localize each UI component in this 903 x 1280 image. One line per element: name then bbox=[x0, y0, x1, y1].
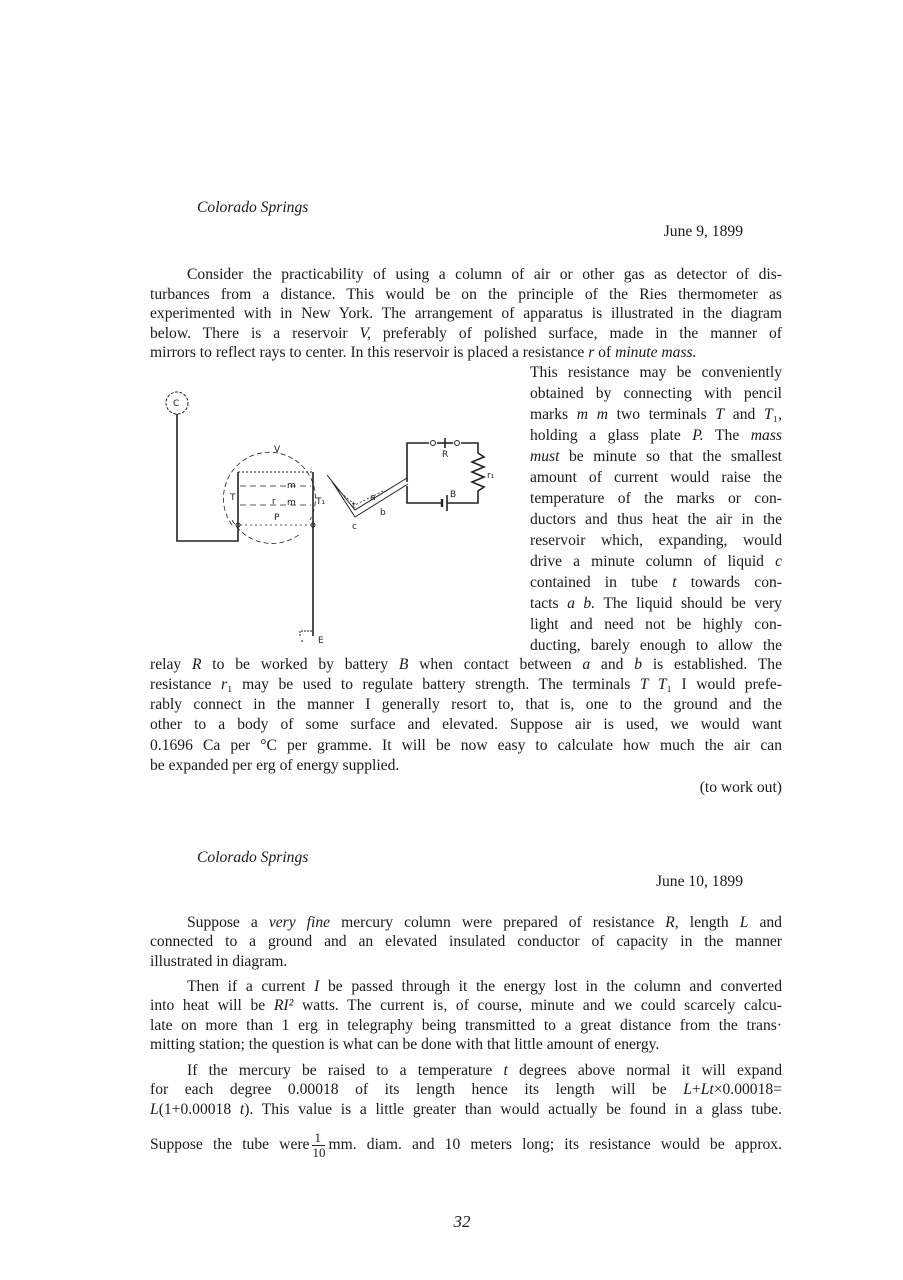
text-segment: watts. The current is, of course, minute and we could scarcely calcu- bbox=[293, 997, 782, 1014]
text-line bbox=[150, 996, 782, 1015]
capacity-c-circle bbox=[166, 392, 188, 414]
text-segment: and bbox=[748, 914, 782, 931]
text-segment: drive a minute column of liquid bbox=[530, 553, 776, 570]
label-p: P bbox=[274, 513, 280, 523]
text-segment: t bbox=[503, 1062, 508, 1079]
text-segment: L bbox=[683, 1081, 692, 1098]
text-segment: other to a body of some surface and elevated. Suppose air is used, we would want bbox=[150, 716, 782, 733]
text-segment: L bbox=[150, 1101, 159, 1118]
text-segment: T bbox=[763, 406, 773, 423]
text-segment: mass bbox=[750, 427, 782, 444]
text-segment: P. bbox=[692, 427, 704, 444]
text-segment: holding a glass plate bbox=[530, 427, 693, 444]
text-line bbox=[150, 655, 782, 674]
text-line bbox=[150, 932, 782, 951]
text-line bbox=[150, 1131, 782, 1160]
label-r1: r₁ bbox=[487, 471, 495, 481]
text-segment: of bbox=[594, 344, 616, 361]
text-segment: and bbox=[724, 406, 764, 423]
label-v: V bbox=[274, 445, 281, 455]
label-t-tube: t bbox=[352, 501, 356, 511]
text-segment: marks bbox=[530, 406, 577, 423]
text-segment: Suppose the tube were bbox=[150, 1136, 310, 1154]
text-segment: amount of current would raise the bbox=[530, 469, 782, 486]
text-segment: ₁ may be used to regulate battery strength. The terminals bbox=[227, 676, 640, 693]
text-segment: + bbox=[691, 1081, 701, 1098]
text-line bbox=[187, 977, 782, 996]
text-segment: r bbox=[588, 344, 595, 361]
text-segment: ×0.00018= bbox=[713, 1081, 782, 1098]
text-line bbox=[150, 1080, 782, 1099]
text-line bbox=[530, 531, 782, 550]
label-a: a bbox=[370, 493, 376, 503]
text-segment: 0.1696 Ca per °C per gramme. It will be now easy to calculate how much the air can bbox=[150, 737, 782, 754]
text-segment: ducting, barely enough to allow the bbox=[530, 637, 782, 654]
page-number: 32 bbox=[453, 1212, 471, 1231]
text-segment: illustrated in diagram. bbox=[150, 953, 288, 970]
label-b: b bbox=[380, 508, 386, 518]
text-segment: R, bbox=[665, 914, 679, 931]
label-r: r bbox=[272, 497, 276, 507]
text-line bbox=[150, 952, 782, 971]
text-segment: I bbox=[314, 978, 320, 995]
entry-place-2: Colorado Springs bbox=[197, 849, 309, 866]
text-segment: L bbox=[739, 914, 749, 931]
text-segment: towards con- bbox=[676, 574, 782, 591]
text-segment: b bbox=[634, 656, 643, 673]
text-segment: temperature of the marks or con- bbox=[530, 490, 782, 507]
text-segment: r bbox=[221, 676, 228, 693]
text-line bbox=[150, 324, 782, 343]
text-segment: mirrors to reflect rays to center. In this reservoir is placed a resistance bbox=[150, 344, 589, 361]
label-e: E bbox=[318, 636, 324, 646]
text-line bbox=[150, 736, 782, 755]
text-line bbox=[150, 1035, 782, 1054]
text-segment: rably connect in the manner I generally resort to, that is, one to the ground and the bbox=[150, 696, 782, 713]
text-segment: turbances from a distance. This would be on the principle of the Ries thermometer as bbox=[150, 286, 782, 303]
text-segment: T T bbox=[639, 676, 667, 693]
text-line bbox=[530, 447, 782, 466]
text-line bbox=[530, 573, 782, 592]
text-segment: minute mass. bbox=[615, 344, 697, 361]
fraction-denominator: 10 bbox=[312, 1145, 326, 1160]
text-segment: be passed through it the energy lost in the column and converted bbox=[319, 978, 782, 995]
text-segment: tacts bbox=[530, 595, 568, 612]
label-m-top: m bbox=[287, 481, 296, 491]
text-segment: very fine bbox=[268, 914, 331, 931]
text-line bbox=[187, 913, 782, 932]
text-segment: light and need not be highly con- bbox=[530, 616, 782, 633]
text-segment: be expanded per erg of energy supplied. bbox=[150, 757, 400, 774]
text-line bbox=[150, 285, 782, 304]
fraction-numerator: 1 bbox=[312, 1131, 325, 1146]
text-segment: late on more than 1 erg in telegraphy being transmitted to a great distance from the trans· bbox=[150, 1017, 782, 1034]
text-segment: mercury column were prepared of resistance bbox=[330, 914, 666, 931]
text-line bbox=[150, 343, 782, 362]
text-segment: RI² bbox=[273, 997, 294, 1014]
entry-date-1: June 9, 1899 bbox=[663, 223, 743, 240]
text-segment: ductors and thus heat the air in the bbox=[530, 511, 782, 528]
text-segment: Then if a current bbox=[187, 978, 315, 995]
text-segment: ). This value is a little greater than would actually be found in a glass tube. bbox=[244, 1101, 782, 1118]
text-segment: t bbox=[239, 1101, 245, 1118]
text-segment: when contact between bbox=[408, 656, 583, 673]
reservoir-v bbox=[223, 452, 315, 543]
text-line bbox=[530, 405, 782, 424]
text-line bbox=[187, 265, 782, 284]
wire-left bbox=[177, 414, 238, 541]
text-segment: (1+0.00018 bbox=[158, 1101, 240, 1118]
to-work-out-note: (to work out) bbox=[699, 779, 782, 796]
label-c-liquid: c bbox=[352, 522, 357, 532]
text-line bbox=[530, 363, 782, 382]
text-segment: degrees above normal it will expand bbox=[507, 1062, 782, 1079]
text-segment: a bbox=[582, 656, 591, 673]
text-segment: below. There is a reservoir bbox=[150, 325, 360, 342]
text-line bbox=[530, 384, 782, 403]
text-segment: reservoir which, expanding, would bbox=[530, 532, 782, 549]
text-segment: R bbox=[191, 656, 202, 673]
text-segment: The bbox=[703, 427, 751, 444]
text-segment: obtained by connecting with pencil bbox=[530, 385, 782, 402]
text-line bbox=[150, 695, 782, 714]
text-segment: and bbox=[590, 656, 635, 673]
label-t: T bbox=[230, 493, 236, 503]
text-line bbox=[530, 510, 782, 529]
text-segment: Consider the practicability of using a column of air or other gas as detector of dis- bbox=[187, 266, 782, 283]
text-segment: t bbox=[672, 574, 677, 591]
text-segment: must bbox=[530, 448, 560, 465]
text-segment: ₁ I would prefe- bbox=[666, 676, 782, 693]
label-relay-r: R bbox=[442, 450, 449, 460]
text-segment: relay bbox=[150, 656, 192, 673]
text-line bbox=[530, 468, 782, 487]
text-line bbox=[530, 594, 782, 613]
text-segment: into heat will be bbox=[150, 997, 274, 1014]
text-segment: c bbox=[775, 553, 782, 570]
text-segment: B bbox=[398, 656, 409, 673]
label-m-bottom: m bbox=[287, 498, 296, 508]
text-line bbox=[530, 552, 782, 571]
text-segment: mm. diam. and 10 meters long; its resistance would be approx. bbox=[328, 1136, 782, 1154]
text-segment: to be worked by battery bbox=[201, 656, 399, 673]
ground-e bbox=[300, 631, 313, 643]
text-segment: ₁, bbox=[772, 406, 782, 423]
text-segment: contained in tube bbox=[530, 574, 673, 591]
text-segment: resistance bbox=[150, 676, 222, 693]
label-c-capacity: C bbox=[173, 399, 180, 409]
text-segment: experimented with in New York. The arrangement of apparatus is illustrated in the diagram bbox=[150, 305, 782, 322]
label-t1: T₁ bbox=[316, 497, 326, 507]
text-line bbox=[150, 1100, 782, 1119]
entry-place-1: Colorado Springs bbox=[197, 199, 309, 216]
text-segment: a b. bbox=[567, 595, 596, 612]
text-segment: Suppose a bbox=[187, 914, 269, 931]
tube-t bbox=[327, 475, 408, 517]
text-segment: be minute so that the smallest bbox=[559, 448, 782, 465]
text-segment: Lt bbox=[700, 1081, 714, 1098]
label-battery-b: B bbox=[450, 490, 457, 500]
text-line bbox=[530, 636, 782, 655]
text-line bbox=[150, 756, 782, 775]
fraction bbox=[312, 1131, 325, 1160]
text-line bbox=[530, 615, 782, 634]
text-segment: is established. The bbox=[642, 656, 782, 673]
text-line bbox=[150, 1016, 782, 1035]
text-line bbox=[187, 1061, 782, 1080]
text-segment: length bbox=[678, 914, 740, 931]
relay-circuit bbox=[407, 443, 429, 482]
entry-date-2: June 10, 1899 bbox=[655, 873, 743, 890]
text-line bbox=[150, 715, 782, 734]
text-segment: two terminals bbox=[607, 406, 716, 423]
text-segment: T bbox=[715, 406, 725, 423]
text-segment: m m bbox=[576, 406, 608, 423]
text-segment: The liquid should be very bbox=[595, 595, 782, 612]
text-segment: for each degree 0.00018 of its length hence its length will be bbox=[150, 1081, 684, 1098]
text-segment: mitting station; the question is what can be done with that little amount of energy. bbox=[150, 1036, 660, 1053]
text-segment: V, bbox=[359, 325, 371, 342]
text-line bbox=[530, 426, 782, 445]
text-segment: This resistance may be conveniently bbox=[530, 364, 782, 381]
text-line bbox=[150, 675, 782, 694]
text-segment: If the mercury be raised to a temperature bbox=[187, 1062, 504, 1079]
text-segment: preferably of polished surface, made in the manner of bbox=[370, 325, 782, 342]
text-line bbox=[530, 489, 782, 508]
text-line bbox=[150, 304, 782, 323]
text-segment: connected to a ground and an elevated insulated conductor of capacity in the manner bbox=[150, 933, 782, 950]
